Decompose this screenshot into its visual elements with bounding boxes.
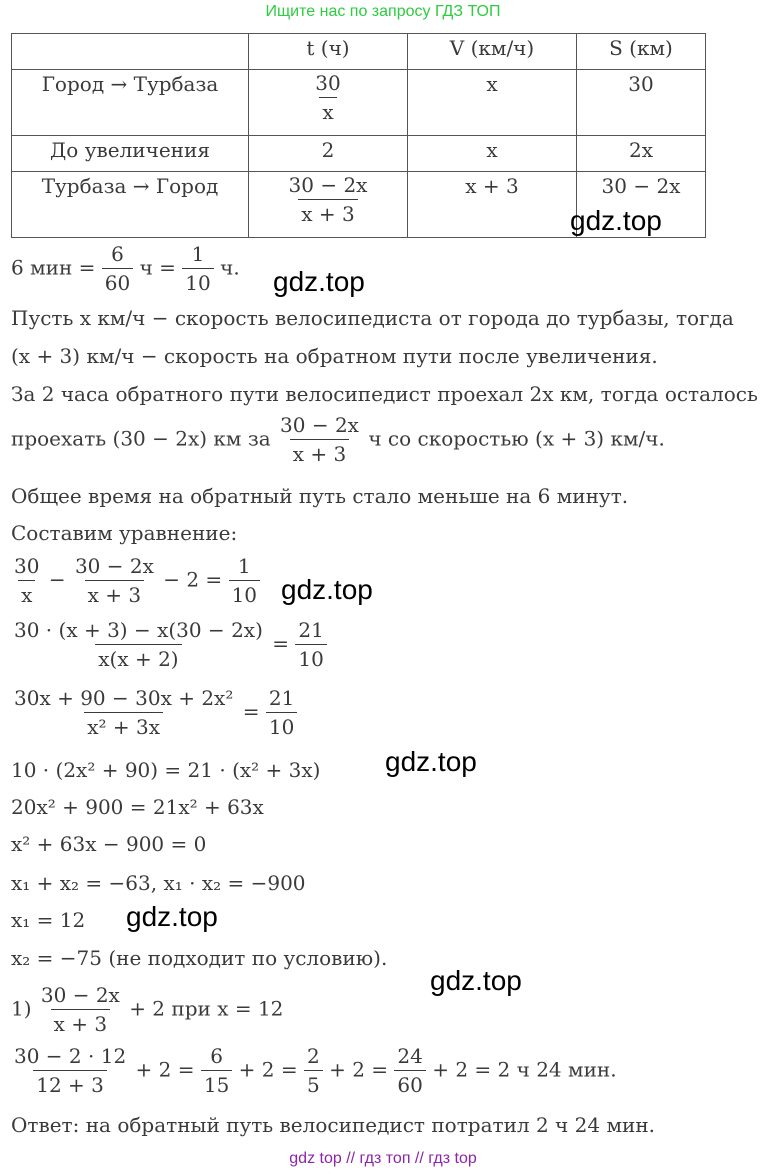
row-distance: 30 (577, 70, 706, 136)
watermark: gdz.top (430, 965, 522, 996)
row-time (249, 70, 408, 136)
text-line: проехать (30 − 2x) км за $\frac{30 - 2x}{x + 3}$ ч со скоростью (x + 3) км/ч. (11, 413, 665, 466)
answer-line: Ответ: на обратный путь велосипедист потратил 2 ч 24 мин. (11, 1113, 656, 1137)
fraction: $\frac{30}{x}$ (315, 71, 341, 124)
watermark: gdz.top (281, 574, 373, 605)
row-label: Турбаза → Город (12, 172, 249, 238)
top-banner: Ищите нас по запросу ГДЗ ТОП (265, 3, 501, 20)
row-distance: 30 − 2x (577, 172, 706, 238)
math-line: x₁ + x₂ = −63, x₁ · x₂ = −900 (11, 871, 306, 895)
watermark: gdz.top (126, 901, 218, 932)
calculation-line: $\frac{30 - 2 \cdot 12}{12 + 3}$ + 2 = $\frac{6}{15}$ + 2 = $\frac{2}{5}$ + 2 = $\frac{24}{60}$ + 2 = 2 ч 24 мин. (14, 1044, 617, 1097)
row-speed: x (408, 70, 577, 136)
table-header-empty (12, 34, 249, 70)
footer-links: gdz top // гдз топ // гдз top (289, 1150, 477, 1167)
time-conversion: 6 мин = $\frac{6}{60}$ ч = $\frac{1}{10}$ ч. (11, 242, 240, 295)
math-line: 20x² + 900 = 21x² + 63x (11, 795, 264, 819)
row-label: Город → Турбаза (12, 70, 249, 136)
table-header-t: t (ч) (249, 34, 408, 70)
watermark: gdz.top (273, 266, 365, 297)
row-speed: x (408, 136, 577, 172)
row-distance: 2x (577, 136, 706, 172)
equation-3: $\frac{\text{30x + 90 − 30x + 2x²}}{\text{x² + 3x}}$ = $\frac{21}{10}$ (11, 687, 297, 739)
watermark: gdz.top (385, 746, 477, 777)
table-header-s: S (км) (577, 34, 706, 70)
equation-1: $\frac{30}{x}$ − $\frac{30 - 2x}{x + 3}$ − 2 = $\frac{1}{10}$ (11, 555, 260, 607)
math-line: x² + 63x − 900 = 0 (11, 832, 207, 856)
text-line: Общее время на обратный путь стало меньше на 6 минут. (11, 484, 629, 508)
text-line: За 2 часа обратного пути велосипедист проехал 2x км, тогда осталось (11, 382, 758, 406)
row-time: 2 (249, 136, 408, 172)
text-line: Составим уравнение: (11, 521, 238, 545)
text-line: Пусть x км/ч − скорость велосипедиста от города до турбазы, тогда (11, 306, 734, 330)
watermark: gdz.top (570, 205, 662, 236)
fraction: $\frac{30 - 2x}{x + 3}$ (288, 173, 368, 226)
math-line: x₂ = −75 (не подходит по условию). (11, 946, 388, 970)
row-time (249, 172, 408, 238)
math-line: x₁ = 12 (11, 908, 86, 932)
text-line: (x + 3) км/ч − скорость на обратном пути после увеличения. (11, 344, 658, 368)
math-line: 10 · (2x² + 90) = 21 · (x² + 3x) (11, 758, 321, 782)
equation-2: $\frac{30 \cdot (x + 3) - x(30 - 2x)}{x(x + 2)}$ = $\frac{21}{10}$ (11, 619, 327, 671)
check-line: 1) $\frac{30 - 2x}{x + 3}$ + 2 при x = 12 (11, 983, 284, 1036)
row-speed: x + 3 (408, 172, 577, 238)
row-label: До увеличения (12, 136, 249, 172)
table-header-v: V (км/ч) (408, 34, 577, 70)
